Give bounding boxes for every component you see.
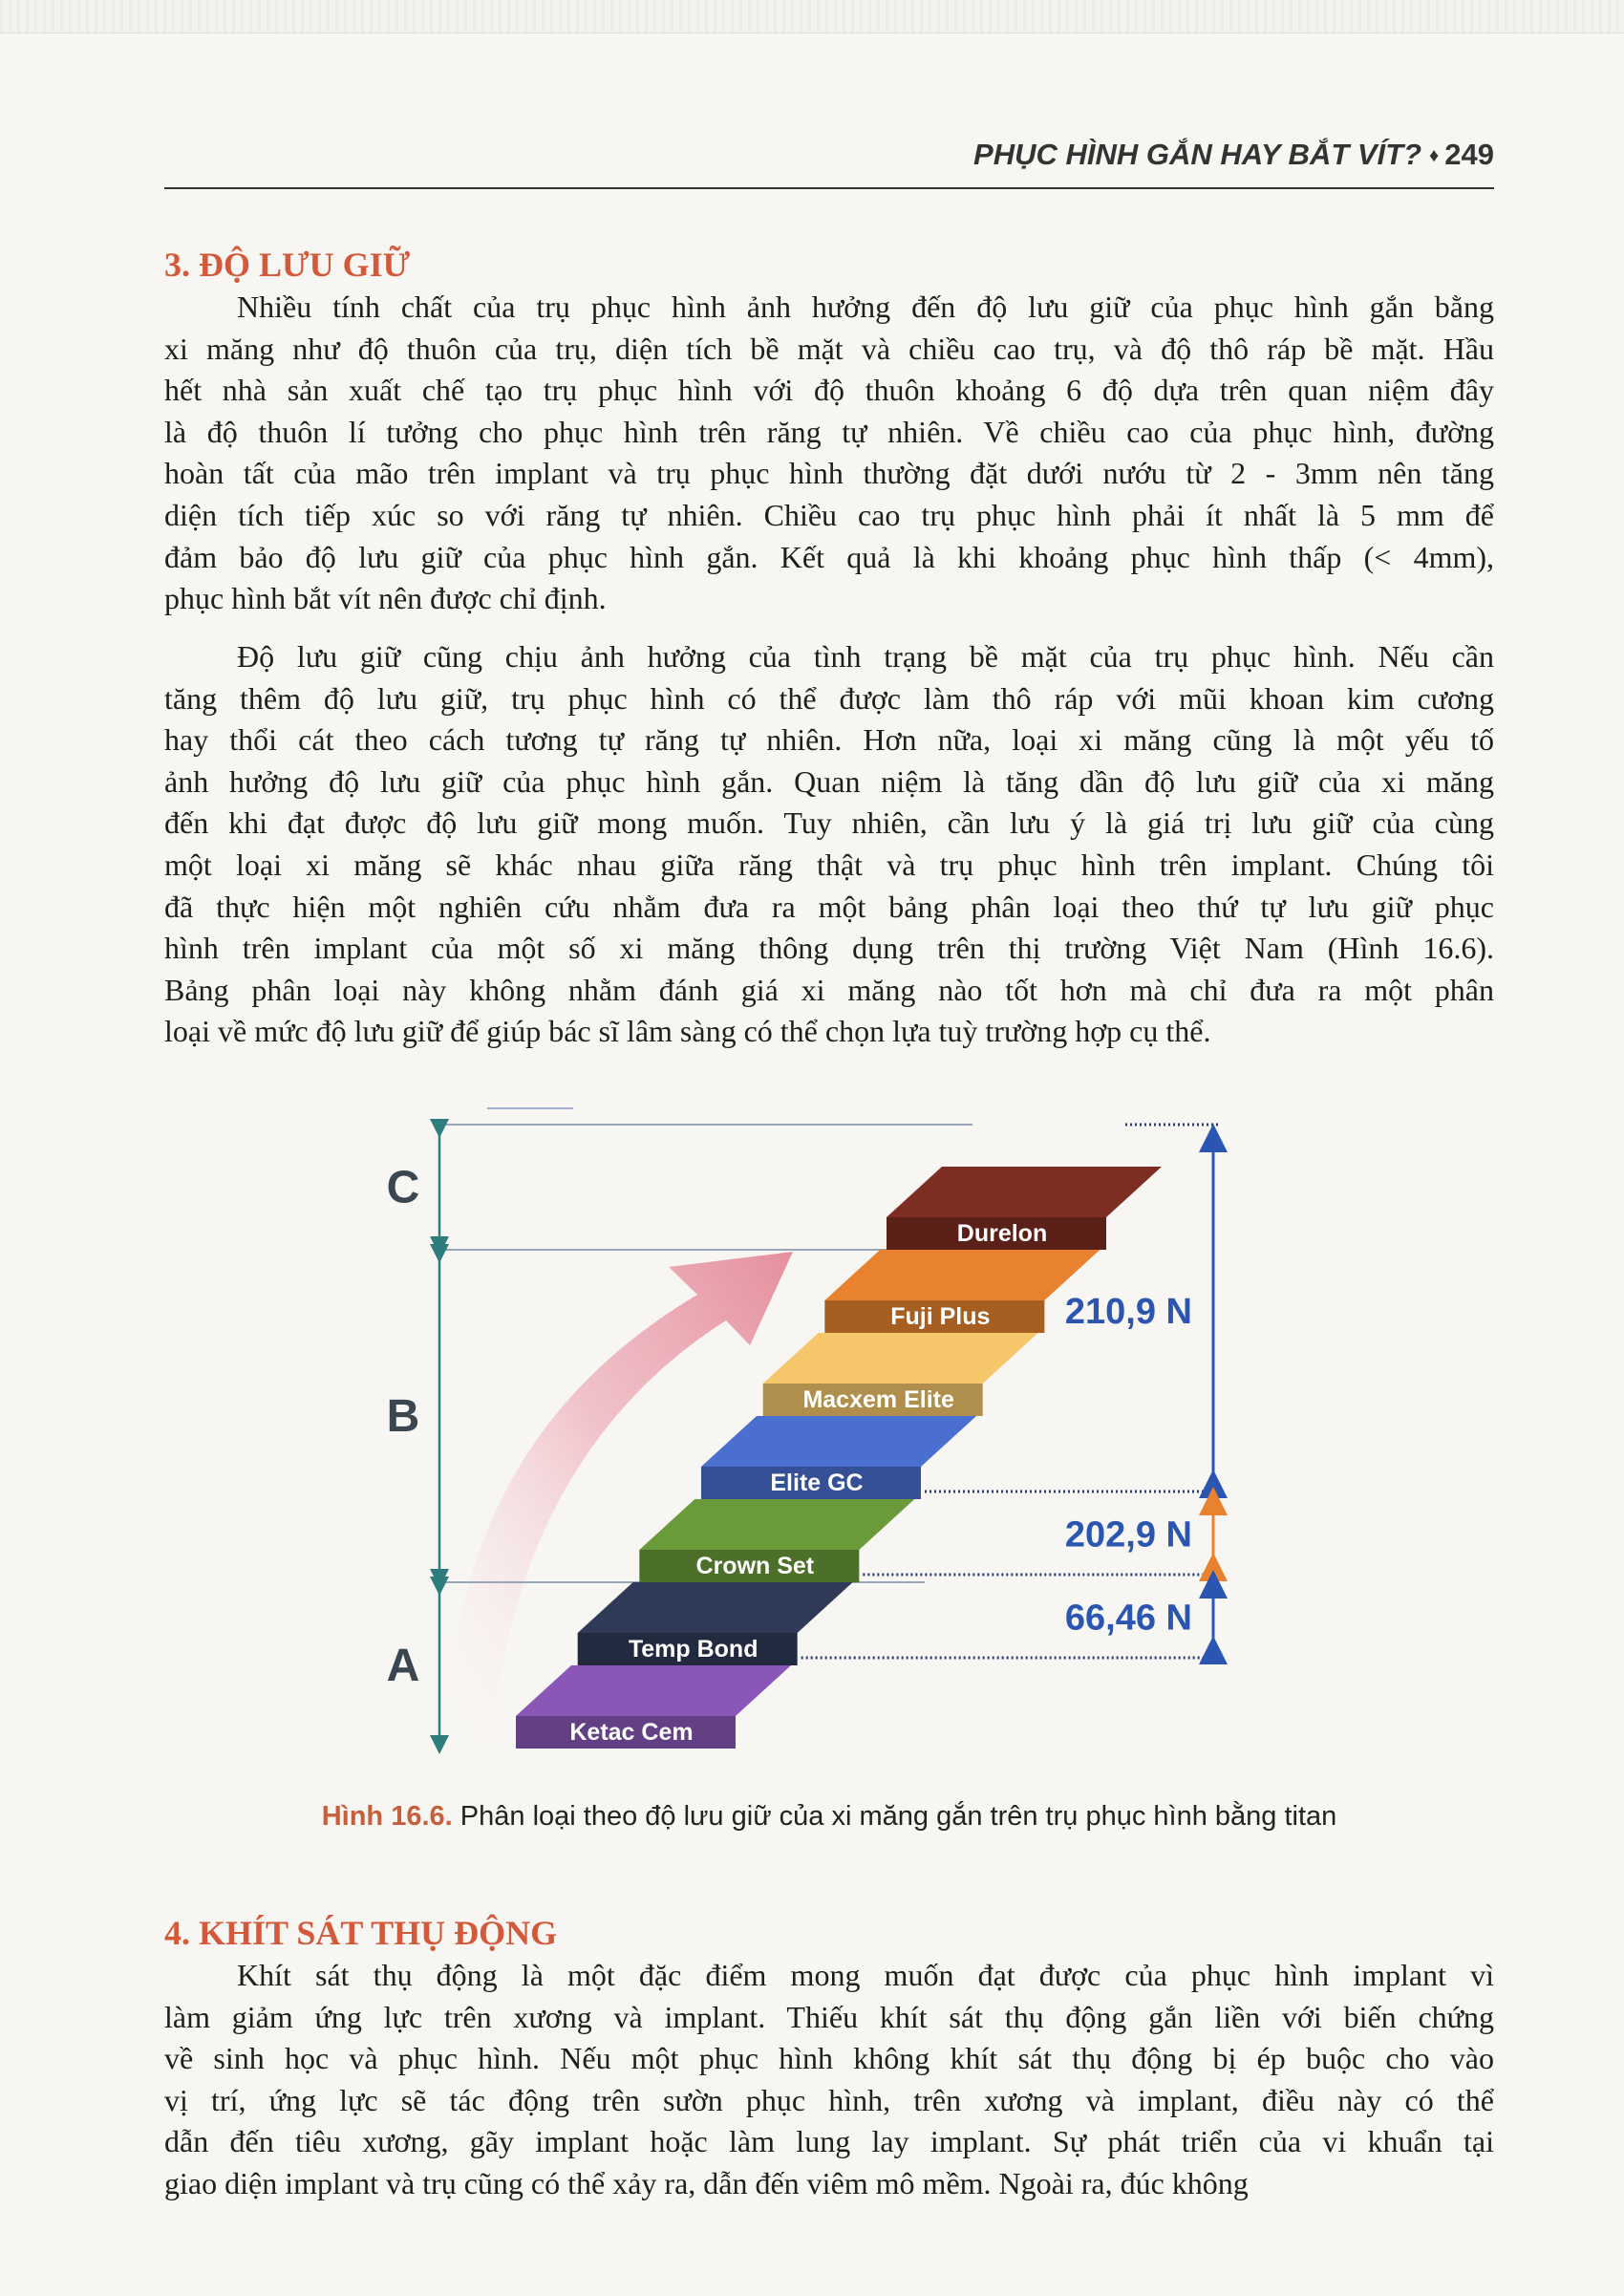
step-macxem-elite [763, 1333, 1038, 1416]
group-label-c: C [386, 1162, 420, 1213]
force-range [863, 1501, 1221, 1575]
group-label-b: B [386, 1391, 420, 1442]
step-top-face [763, 1333, 1038, 1384]
step-label: Elite GC [770, 1470, 864, 1496]
text-line: ảnh hưởng độ lưu giữ của phục hình gắn. Quan niệm là tăng dần độ lưu giữ của xi măng [164, 763, 1494, 799]
step-top-face [701, 1416, 976, 1467]
text-line: làm giảm ứng lực trên xương và implant. Thiếu khít sát thụ động gắn liền với biến chứng [164, 1999, 1494, 2034]
force-range [801, 1584, 1221, 1658]
group-labels-layer [387, 1128, 439, 1745]
text-line: hay thổi cát theo cách tương tự răng tự nhiên. Hơn nữa, loại xi măng cũng là một yếu tố [164, 722, 1494, 758]
step-top-face [887, 1167, 1162, 1217]
retention-staircase-figure [382, 1099, 1271, 1806]
step-label: Ketac Cem [569, 1719, 694, 1746]
section-3-paragraph-2 [164, 636, 1494, 1053]
text-line: hết nhà sản xuất chế tạo trụ phục hình với độ thuôn khoảng 6 độ dựa trên quan niệm đây [164, 373, 1494, 408]
text-line: tăng thêm độ lưu giữ, trụ phục hình có thể được làm thô ráp với mũi khoan kim cương [164, 680, 1494, 716]
running-header [164, 134, 1494, 189]
text-line: diện tích tiếp xúc so với răng tự nhiên. Chiều cao trụ phục hình phải ít nhất là 5 mm để [164, 497, 1494, 532]
text-line: về sinh học và phục hình. Nếu một phục hình không khít sát thụ động bị ép buộc cho vào [164, 2041, 1494, 2076]
range-label: 66,46 N [1064, 1598, 1192, 1639]
text-line: Bảng phân loại này không nhằm đánh giá xi măng nào tốt hơn mà chỉ đưa ra một phân [164, 972, 1494, 1007]
header-text [973, 138, 1494, 172]
text-line: Độ lưu giữ cũng chịu ảnh hưởng của tình trạng bề mặt của trụ phục hình. Nếu cần [237, 639, 1494, 674]
caption-text: Phân loại theo độ lưu giữ của xi măng gắn trên trụ phục hình bằng titan [459, 1801, 1337, 1832]
range-label: 202,9 N [1064, 1514, 1192, 1556]
text-line: phục hình bắt vít nên được chỉ định. [164, 581, 607, 616]
diamond-icon: ♦ [1429, 145, 1440, 166]
step-label: Crown Set [695, 1553, 815, 1579]
figure-caption [164, 1801, 1494, 1833]
page-number: 249 [1444, 138, 1494, 171]
step-top-face [578, 1582, 853, 1633]
step-label: Macxem Elite [802, 1386, 954, 1413]
section-3-paragraph-1 [164, 287, 1494, 620]
text-line: giao diện implant và trụ cũng có thể xảy ra, dẫn đến viêm mô mềm. Ngoài ra, đúc không [164, 2165, 1249, 2200]
step-crown-set [639, 1499, 914, 1582]
step-label: Temp Bond [628, 1636, 759, 1663]
step-elite-gc [701, 1416, 976, 1499]
text-line: Khít sát thụ động là một đặc điểm mong muốn đạt được của phục hình implant vì [237, 1958, 1494, 1992]
step-top-face [639, 1499, 914, 1550]
step-top-face [516, 1665, 791, 1716]
caption-label: Hình 16.6. [321, 1801, 453, 1832]
step-top-face [824, 1250, 1100, 1300]
step-fuji-plus [824, 1250, 1100, 1333]
group-label-a: A [386, 1641, 420, 1691]
text-line: vị trí, ứng lực sẽ tác động trên sườn phục hình, trên xương và implant, điều này có thể [164, 2082, 1494, 2117]
running-title: PHỤC HÌNH GẮN HAY BẮT VÍT? [973, 138, 1422, 171]
scan-edge [0, 0, 1624, 33]
text-line: đến khi đạt được độ lưu giữ mong muốn. Tuy nhiên, cần lưu ý là giá trị lưu giữ của cùng [164, 805, 1494, 841]
text-line: hình trên implant của một số xi măng thông dụng trên thị trường Việt Nam (Hình 16.6). [164, 931, 1494, 966]
step-durelon [887, 1167, 1162, 1250]
text-line: là độ thuôn lí tưởng cho phục hình trên răng tự nhiên. Về chiều cao của phục hình, đường [164, 414, 1494, 449]
text-line: một loại xi măng sẽ khác nhau giữa răng thật và trụ phục hình trên implant. Chúng tôi [164, 847, 1494, 882]
text-line: đã thực hiện một nghiên cứu nhằm đưa ra một bảng phân loại theo thứ tự lưu giữ phục [164, 889, 1494, 924]
text-line: dẫn đến tiêu xương, gãy implant hoặc làm lung lay implant. Sự phát triển của vi khuẩn tại [164, 2124, 1494, 2159]
text-line: Nhiều tính chất của trụ phục hình ảnh hưởng đến độ lưu giữ của phục hình gắn bằng [237, 290, 1494, 324]
steps-layer [516, 1167, 1162, 1749]
section-4-title: 4. KHÍT SÁT THỤ ĐỘNG [164, 1914, 558, 1952]
text-line: đảm bảo độ lưu giữ của phục hình gắn. Kết quả là khi khoảng phục hình thấp (< 4mm), [164, 539, 1494, 574]
step-label: Durelon [956, 1220, 1048, 1247]
text-line: hoàn tất của mão trên implant và trụ phục hình thường đặt dưới nướu từ 2 - 3mm nên tăng [164, 456, 1494, 491]
step-ketac-cem [516, 1665, 791, 1749]
section-3-title: 3. ĐỘ LƯU GIỮ [164, 246, 411, 284]
text-line: xi măng như độ thuôn của trụ, diện tích bề mặt và chiều cao trụ, và độ thô ráp bề mặt. Hầu [164, 331, 1494, 366]
step-label: Fuji Plus [890, 1303, 991, 1330]
section-4-paragraph-1 [164, 1955, 1494, 2205]
step-temp-bond [578, 1582, 853, 1665]
text-line: loại về mức độ lưu giữ để giúp bác sĩ lâm sàng có thể chọn lựa tuỳ trường hợp cụ thể. [164, 1014, 1211, 1049]
range-label: 210,9 N [1064, 1292, 1192, 1332]
